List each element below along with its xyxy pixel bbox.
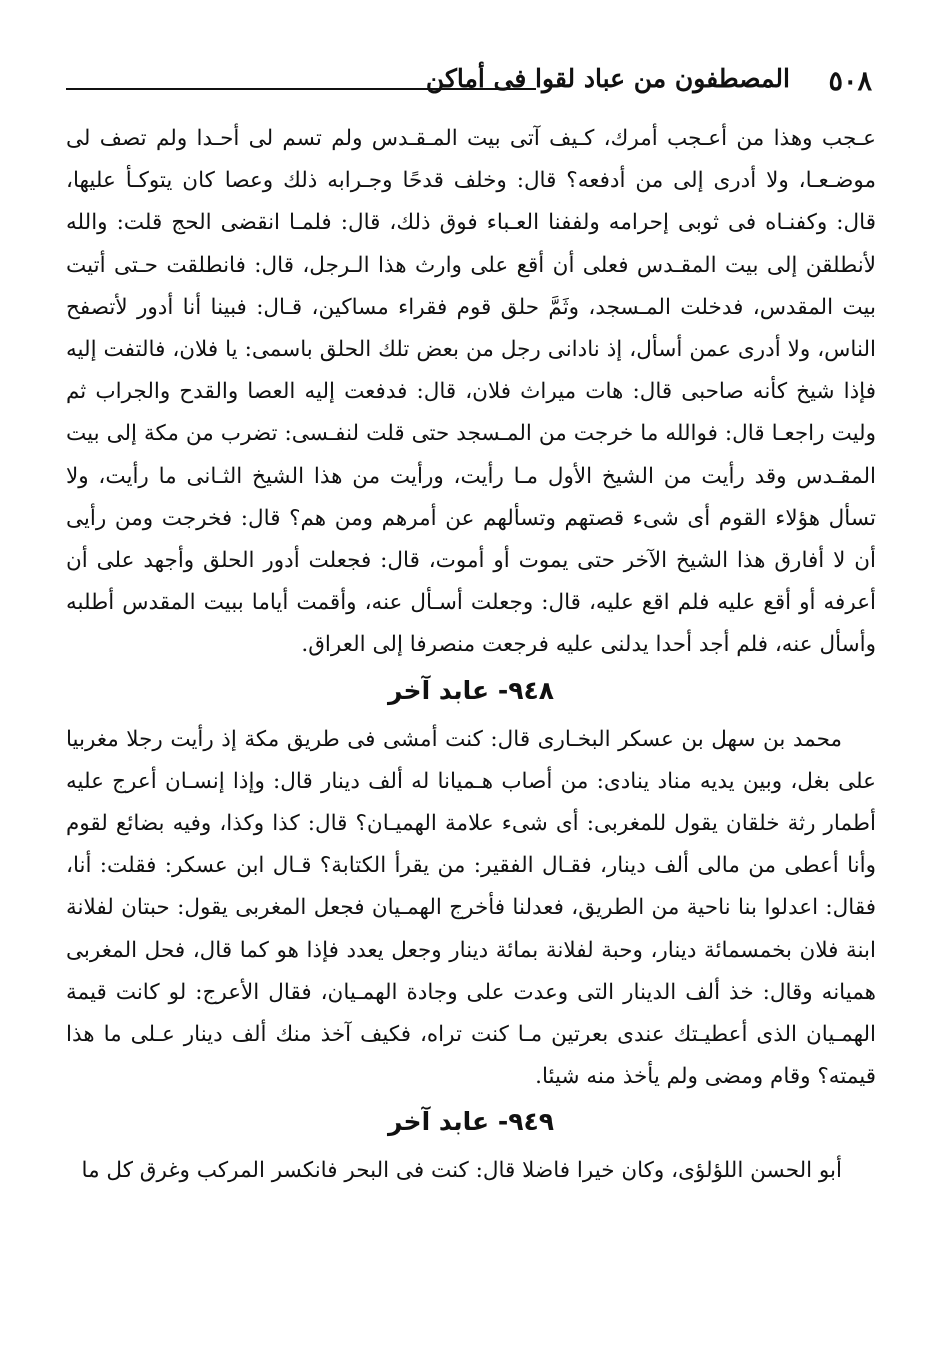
page-body — [66, 118, 876, 1193]
header-rule — [66, 88, 536, 90]
section-heading-948: ٩٤٨- عابد آخر — [388, 675, 554, 705]
paragraph-continuation: عـجب وهذا من أعـجب أمرك، كـيف آتى بيت المـقـدس ولم تسم لى أحـدا ولم تصف لى موضـعـا، ولا أدرى إلى من أدفعه؟ قال: وخلف قدحًا وجـرابه ذلك وعصا كان يتوكـأ عليها، قال: وكفنـاه فى ثوبى إحرامه ولففنا العـباء فوق ذلك، قال: فلمـا انقضى الحج قلت: والله لأنطلقن إلى بيت المقـدس فعلى أن أقع على وارث هذا الـرجل، قال: فانطلقت حـتى أتيت بيت المقدس، فدخلت المـسجد، وثَمَّ حلق قوم فقراء مساكين، قـال: فبينا أنا أدور لأتصفح الناس، ولا أدرى عمن أسأل، إذ نادانى رجل من بعض تلك الحلق باسمى: يا فلان، فالتفت إليه فإذا شيخ كأنه صاحبى قال: هات ميراث فلان، قال: فدفعت إليه العصا والقدح والجراب ثم وليت راجعـا قال: فوالله ما خرجت من المـسجد حتى قلت لنفـسى: تضرب من مكة إلى بيت المقـدس وقد رأيت من الشيخ الأول مـا رأيت، ورأيت من هذا الشيخ الثـانى ما رأيت، ولا تسأل هؤلاء القوم أى شىء قصتهم وتسألهم عن أمرهم ومن هم؟ قال: فخرجت ومن رأيى أن لا أفارق هذا الشيخ الآخر حتى يموت أو أموت، قال: فجعلت أدور الحلق وأجهد على أن أعرفه أو أقع عليه فلم اقع عليه، قال: وجعلت أسـأل عنه، وأقمت أياما ببيت المقدس أطلبه وأسأل عنه، فلم أجد أحدا يدلنى عليه فرجعت منصرفا إلى العراق. — [66, 126, 876, 658]
paragraph-949: أبو الحسن اللؤلؤى، وكان خيرا فاضلا قال: كنت فى البحر فانكسر المركب وغرق كل ما — [81, 1158, 842, 1184]
running-title: المصطفون من عباد لقوا فى أماكن — [425, 64, 790, 93]
section-heading-949: ٩٤٩- عابد آخر — [388, 1107, 554, 1137]
running-header — [66, 58, 880, 108]
page-number: ٥٠٨ — [828, 66, 872, 97]
paragraph-948: محمد بن سهل بن عسكر البخـارى قال: كنت أمشى فى طريق مكة إذ رأيت رجلا مغربيا على بغل، وبين يديه مناد ينادى: من أصاب هـميانا له ألف دينار قال: وإذا إنسـان أعرج عليه أطمار رثة خلقان يقول للمغربى: أى شىء علامة الهميـان؟ قال: كذا وكذا، وفيه بضائع لقوم وأنا أعطى من مالى ألف دينار، فقـال الفقير: من يقرأ الكتابة؟ قـال ابن عسكر: فقلت: أنا، فقال: اعدلوا بنا ناحية من الطريق، فعدلنا فأخرج الهمـيان فجعل المغربى يقول: حبتان لفلانة ابنة فلان بخمسمائة دينار، وحبة لفلانة بمائة دينار وجعل يعدد فإذا هو كما قال، فحل المغربى هميانه وقال: خذ ألف الدينار التى وعدت على وجادة الهمـيان، فقال الأعرج: لو كانت قيمة الهمـيان الذى أعطيـتك عندى بعرتين مـا كنت تراه، فكيف آخذ منك ألف دينار عـلى ما هذا قيمته؟ وقام ومضى ولم يأخذ منه شيئا. — [66, 726, 876, 1090]
